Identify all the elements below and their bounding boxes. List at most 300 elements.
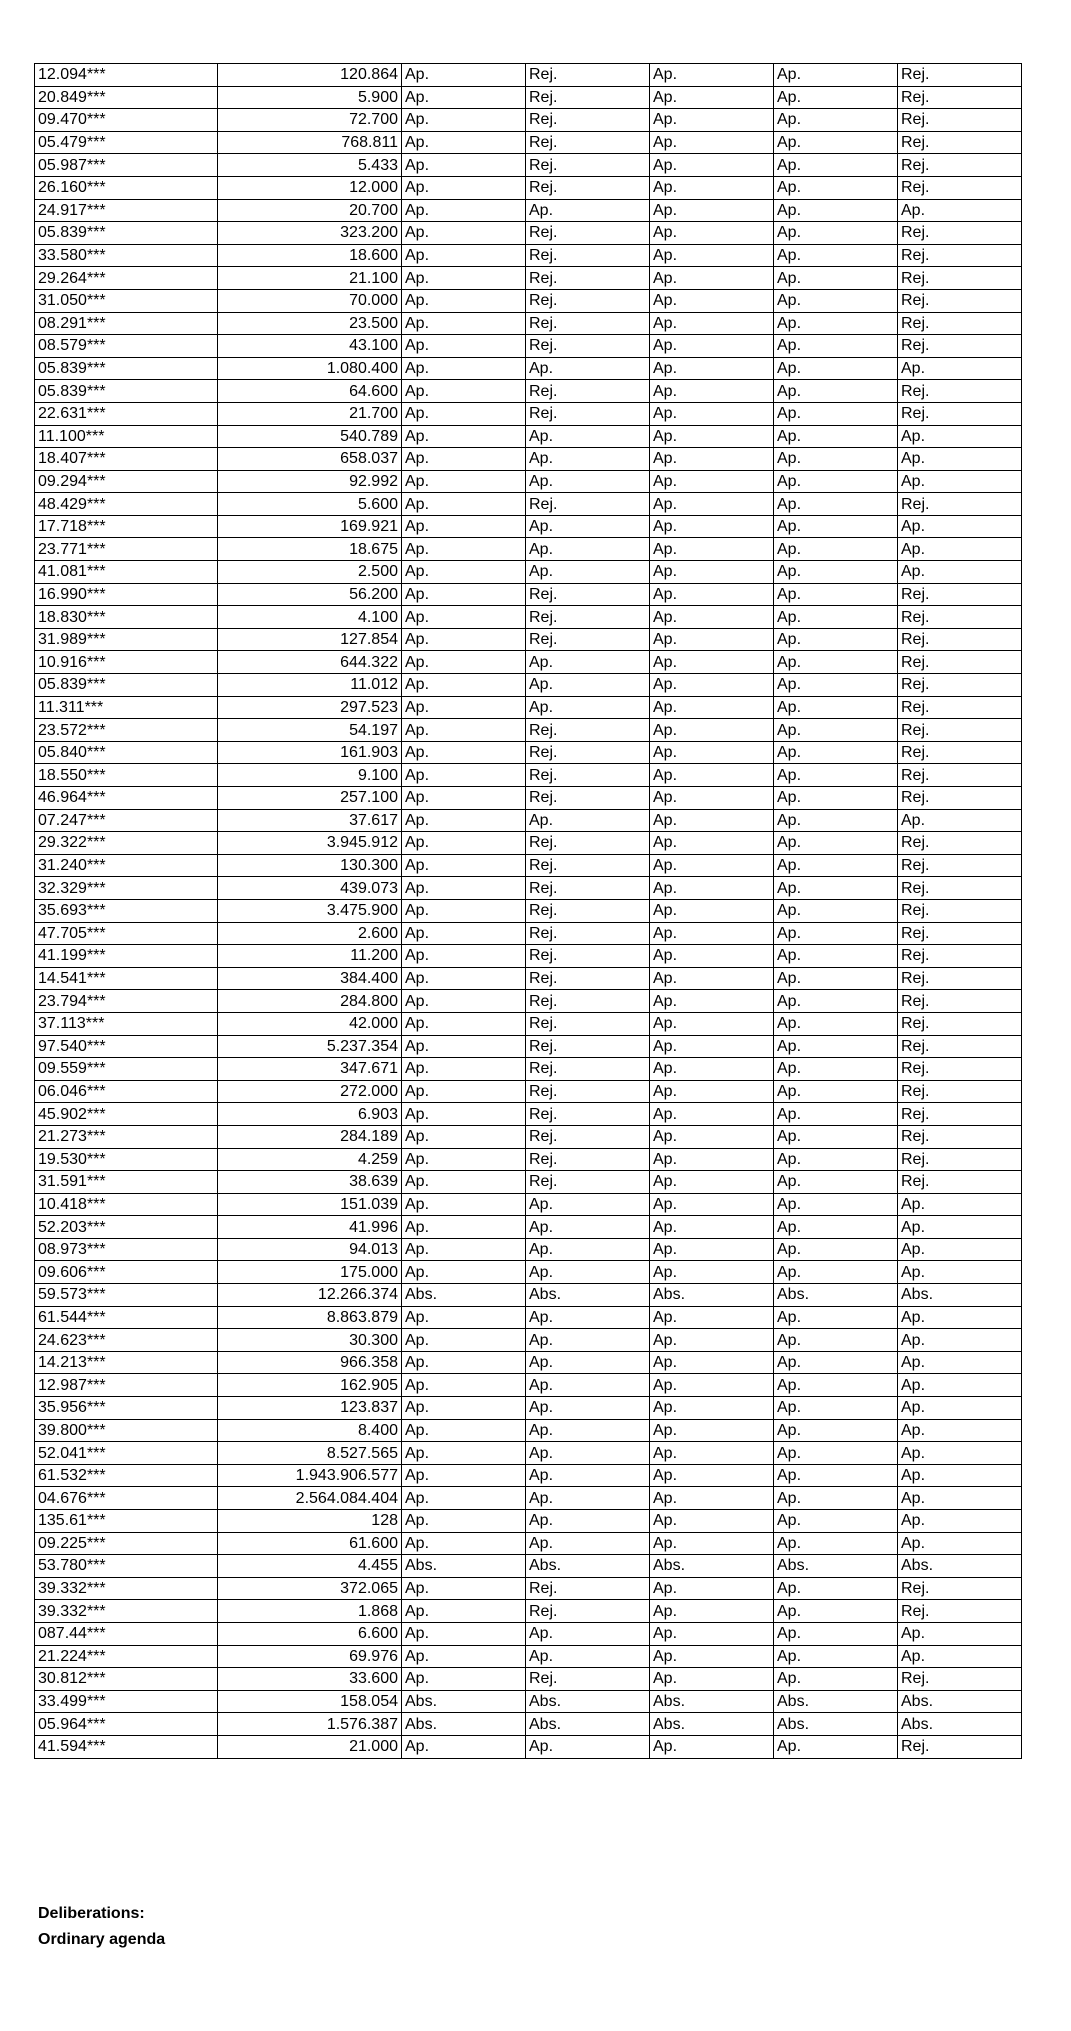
table-row — [35, 1442, 1022, 1465]
shares-cell: 272.000 — [218, 1080, 402, 1103]
vote-4-cell: Ap. — [774, 109, 898, 132]
vote-4-cell: Ap. — [774, 1442, 898, 1465]
vote-3-cell: Ap. — [650, 1238, 774, 1261]
shares-cell: 284.800 — [218, 990, 402, 1013]
vote-2-cell: Rej. — [526, 967, 650, 990]
vote-5-cell: Rej. — [898, 1577, 1022, 1600]
vote-4-cell: Ap. — [774, 1103, 898, 1126]
vote-2-cell: Rej. — [526, 1035, 650, 1058]
vote-1-cell: Abs. — [402, 1713, 526, 1736]
vote-2-cell: Ap. — [526, 561, 650, 584]
vote-3-cell: Ap. — [650, 1193, 774, 1216]
shareholder-id-cell: 05.840*** — [35, 741, 218, 764]
vote-3-cell: Abs. — [650, 1555, 774, 1578]
vote-4-cell: Ap. — [774, 1735, 898, 1758]
vote-2-cell: Rej. — [526, 289, 650, 312]
shares-cell: 37.617 — [218, 809, 402, 832]
vote-4-cell: Ap. — [774, 1622, 898, 1645]
shares-cell: 130.300 — [218, 854, 402, 877]
shareholder-id-cell: 18.550*** — [35, 764, 218, 787]
vote-5-cell: Rej. — [898, 131, 1022, 154]
shareholder-id-cell: 087.44*** — [35, 1622, 218, 1645]
table-row — [35, 154, 1022, 177]
vote-4-cell: Ap. — [774, 1306, 898, 1329]
vote-1-cell: Ap. — [402, 425, 526, 448]
table-row — [35, 945, 1022, 968]
vote-3-cell: Ap. — [650, 651, 774, 674]
vote-4-cell: Ap. — [774, 1035, 898, 1058]
vote-3-cell: Ap. — [650, 877, 774, 900]
vote-5-cell: Rej. — [898, 674, 1022, 697]
vote-3-cell: Ap. — [650, 448, 774, 471]
vote-1-cell: Ap. — [402, 1645, 526, 1668]
vote-4-cell: Ap. — [774, 1193, 898, 1216]
vote-5-cell: Rej. — [898, 990, 1022, 1013]
vote-5-cell: Ap. — [898, 1622, 1022, 1645]
vote-3-cell: Ap. — [650, 109, 774, 132]
vote-1-cell: Ap. — [402, 628, 526, 651]
shareholder-id-cell: 31.050*** — [35, 289, 218, 312]
vote-2-cell: Rej. — [526, 1577, 650, 1600]
vote-5-cell: Abs. — [898, 1713, 1022, 1736]
vote-4-cell: Ap. — [774, 1080, 898, 1103]
vote-3-cell: Ap. — [650, 1080, 774, 1103]
vote-1-cell: Ap. — [402, 1374, 526, 1397]
shareholder-id-cell: 21.224*** — [35, 1645, 218, 1668]
vote-2-cell: Ap. — [526, 515, 650, 538]
vote-3-cell: Ap. — [650, 1487, 774, 1510]
table-row — [35, 515, 1022, 538]
vote-3-cell: Ap. — [650, 267, 774, 290]
vote-1-cell: Ap. — [402, 515, 526, 538]
vote-1-cell: Ap. — [402, 1622, 526, 1645]
vote-5-cell: Ap. — [898, 1374, 1022, 1397]
vote-3-cell: Ap. — [650, 131, 774, 154]
vote-3-cell: Ap. — [650, 1622, 774, 1645]
table-row — [35, 1012, 1022, 1035]
table-row — [35, 967, 1022, 990]
vote-1-cell: Ap. — [402, 854, 526, 877]
table-row — [35, 1690, 1022, 1713]
shares-cell: 43.100 — [218, 335, 402, 358]
vote-1-cell: Abs. — [402, 1690, 526, 1713]
vote-2-cell: Ap. — [526, 1419, 650, 1442]
shareholder-id-cell: 47.705*** — [35, 922, 218, 945]
shares-cell: 8.400 — [218, 1419, 402, 1442]
shareholder-id-cell: 33.499*** — [35, 1690, 218, 1713]
shares-cell: 257.100 — [218, 787, 402, 810]
shares-cell: 11.012 — [218, 674, 402, 697]
vote-4-cell: Ap. — [774, 515, 898, 538]
shareholder-id-cell: 135.61*** — [35, 1510, 218, 1533]
vote-1-cell: Ap. — [402, 1080, 526, 1103]
shareholder-id-cell: 05.964*** — [35, 1713, 218, 1736]
shares-cell: 151.039 — [218, 1193, 402, 1216]
shareholder-id-cell: 09.225*** — [35, 1532, 218, 1555]
vote-1-cell: Ap. — [402, 1397, 526, 1420]
vote-4-cell: Ap. — [774, 1216, 898, 1239]
table-row — [35, 289, 1022, 312]
vote-2-cell: Rej. — [526, 877, 650, 900]
vote-4-cell: Ap. — [774, 1600, 898, 1623]
vote-5-cell: Ap. — [898, 1645, 1022, 1668]
shares-cell: 33.600 — [218, 1668, 402, 1691]
vote-5-cell: Ap. — [898, 1397, 1022, 1420]
vote-2-cell: Rej. — [526, 402, 650, 425]
vote-5-cell: Ap. — [898, 470, 1022, 493]
vote-2-cell: Ap. — [526, 1216, 650, 1239]
shareholder-id-cell: 35.693*** — [35, 899, 218, 922]
table-row — [35, 176, 1022, 199]
shareholder-id-cell: 41.081*** — [35, 561, 218, 584]
vote-1-cell: Ap. — [402, 719, 526, 742]
vote-1-cell: Ap. — [402, 1193, 526, 1216]
vote-1-cell: Ap. — [402, 809, 526, 832]
vote-2-cell: Ap. — [526, 1622, 650, 1645]
vote-4-cell: Ap. — [774, 425, 898, 448]
table-row — [35, 1035, 1022, 1058]
vote-4-cell: Abs. — [774, 1690, 898, 1713]
vote-3-cell: Ap. — [650, 425, 774, 448]
vote-3-cell: Ap. — [650, 1600, 774, 1623]
vote-5-cell: Abs. — [898, 1555, 1022, 1578]
table-row — [35, 1464, 1022, 1487]
vote-1-cell: Ap. — [402, 1532, 526, 1555]
vote-4-cell: Ap. — [774, 1374, 898, 1397]
vote-2-cell: Ap. — [526, 674, 650, 697]
vote-3-cell: Abs. — [650, 1284, 774, 1307]
vote-1-cell: Abs. — [402, 1284, 526, 1307]
table-row — [35, 990, 1022, 1013]
ordinary-agenda-label: Ordinary agenda — [38, 1931, 166, 1948]
table-row — [35, 470, 1022, 493]
vote-5-cell: Ap. — [898, 1442, 1022, 1465]
shares-cell: 323.200 — [218, 222, 402, 245]
vote-4-cell: Ap. — [774, 1532, 898, 1555]
deliberations-label: Deliberations: — [38, 1905, 145, 1922]
vote-1-cell: Ap. — [402, 357, 526, 380]
vote-2-cell: Ap. — [526, 357, 650, 380]
vote-4-cell: Ap. — [774, 628, 898, 651]
vote-4-cell: Ap. — [774, 990, 898, 1013]
vote-5-cell: Ap. — [898, 1487, 1022, 1510]
vote-1-cell: Ap. — [402, 154, 526, 177]
vote-4-cell: Ap. — [774, 1510, 898, 1533]
shareholder-id-cell: 10.418*** — [35, 1193, 218, 1216]
shareholder-id-cell: 11.311*** — [35, 696, 218, 719]
vote-4-cell: Ap. — [774, 1668, 898, 1691]
vote-5-cell: Rej. — [898, 244, 1022, 267]
vote-1-cell: Ap. — [402, 764, 526, 787]
vote-5-cell: Abs. — [898, 1284, 1022, 1307]
table-row — [35, 1735, 1022, 1758]
vote-4-cell: Ap. — [774, 922, 898, 945]
shares-cell: 12.266.374 — [218, 1284, 402, 1307]
table-row — [35, 1419, 1022, 1442]
table-row — [35, 1080, 1022, 1103]
vote-3-cell: Ap. — [650, 515, 774, 538]
vote-2-cell: Ap. — [526, 696, 650, 719]
vote-4-cell: Ap. — [774, 244, 898, 267]
vote-3-cell: Ap. — [650, 1329, 774, 1352]
vote-1-cell: Ap. — [402, 1125, 526, 1148]
shareholder-id-cell: 31.240*** — [35, 854, 218, 877]
vote-1-cell: Ap. — [402, 493, 526, 516]
vote-5-cell: Rej. — [898, 877, 1022, 900]
vote-5-cell: Ap. — [898, 1510, 1022, 1533]
vote-3-cell: Ap. — [650, 809, 774, 832]
shares-cell: 94.013 — [218, 1238, 402, 1261]
vote-4-cell: Ap. — [774, 764, 898, 787]
vote-2-cell: Rej. — [526, 832, 650, 855]
shares-cell: 6.903 — [218, 1103, 402, 1126]
vote-1-cell: Ap. — [402, 1103, 526, 1126]
vote-4-cell: Ap. — [774, 1238, 898, 1261]
table-row — [35, 1668, 1022, 1691]
shares-cell: 161.903 — [218, 741, 402, 764]
shareholder-id-cell: 39.332*** — [35, 1577, 218, 1600]
table-row — [35, 64, 1022, 87]
vote-1-cell: Ap. — [402, 967, 526, 990]
vote-5-cell: Rej. — [898, 1125, 1022, 1148]
shares-cell: 2.564.084.404 — [218, 1487, 402, 1510]
vote-5-cell: Ap. — [898, 357, 1022, 380]
vote-3-cell: Abs. — [650, 1690, 774, 1713]
vote-2-cell: Rej. — [526, 741, 650, 764]
vote-3-cell: Abs. — [650, 1713, 774, 1736]
vote-3-cell: Ap. — [650, 990, 774, 1013]
vote-5-cell: Ap. — [898, 448, 1022, 471]
shares-cell: 120.864 — [218, 64, 402, 87]
vote-5-cell: Ap. — [898, 1306, 1022, 1329]
vote-4-cell: Ap. — [774, 335, 898, 358]
vote-1-cell: Ap. — [402, 990, 526, 1013]
vote-3-cell: Ap. — [650, 289, 774, 312]
vote-1-cell: Ap. — [402, 176, 526, 199]
vote-4-cell: Ap. — [774, 1012, 898, 1035]
vote-1-cell: Ap. — [402, 131, 526, 154]
table-row — [35, 1261, 1022, 1284]
vote-3-cell: Ap. — [650, 86, 774, 109]
vote-4-cell: Ap. — [774, 809, 898, 832]
table-row — [35, 1103, 1022, 1126]
shares-cell: 540.789 — [218, 425, 402, 448]
shares-cell: 4.455 — [218, 1555, 402, 1578]
vote-3-cell: Ap. — [650, 312, 774, 335]
vote-4-cell: Ap. — [774, 832, 898, 855]
table-row — [35, 335, 1022, 358]
vote-1-cell: Ap. — [402, 1510, 526, 1533]
vote-2-cell: Rej. — [526, 1080, 650, 1103]
vote-3-cell: Ap. — [650, 1419, 774, 1442]
shares-cell: 42.000 — [218, 1012, 402, 1035]
shareholder-id-cell: 12.094*** — [35, 64, 218, 87]
vote-4-cell: Ap. — [774, 741, 898, 764]
vote-2-cell: Abs. — [526, 1555, 650, 1578]
vote-3-cell: Ap. — [650, 1125, 774, 1148]
table-row — [35, 583, 1022, 606]
vote-5-cell: Rej. — [898, 899, 1022, 922]
shareholder-id-cell: 05.839*** — [35, 380, 218, 403]
shareholder-id-cell: 08.973*** — [35, 1238, 218, 1261]
shareholder-id-cell: 05.987*** — [35, 154, 218, 177]
table-row — [35, 312, 1022, 335]
vote-5-cell: Rej. — [898, 628, 1022, 651]
vote-5-cell: Rej. — [898, 493, 1022, 516]
vote-2-cell: Rej. — [526, 719, 650, 742]
table-row — [35, 1555, 1022, 1578]
vote-4-cell: Ap. — [774, 289, 898, 312]
vote-2-cell: Ap. — [526, 470, 650, 493]
vote-1-cell: Ap. — [402, 1058, 526, 1081]
vote-2-cell: Ap. — [526, 1351, 650, 1374]
table-row — [35, 1374, 1022, 1397]
vote-3-cell: Ap. — [650, 1668, 774, 1691]
table-row — [35, 86, 1022, 109]
vote-3-cell: Ap. — [650, 1442, 774, 1465]
shareholder-id-cell: 46.964*** — [35, 787, 218, 810]
shares-cell: 439.073 — [218, 877, 402, 900]
shares-cell: 54.197 — [218, 719, 402, 742]
vote-4-cell: Ap. — [774, 674, 898, 697]
shareholder-id-cell: 10.916*** — [35, 651, 218, 674]
shares-cell: 23.500 — [218, 312, 402, 335]
shares-cell: 38.639 — [218, 1171, 402, 1194]
vote-5-cell: Rej. — [898, 696, 1022, 719]
shares-cell: 297.523 — [218, 696, 402, 719]
vote-5-cell: Ap. — [898, 425, 1022, 448]
table-row — [35, 1600, 1022, 1623]
vote-2-cell: Ap. — [526, 1735, 650, 1758]
vote-2-cell: Rej. — [526, 1058, 650, 1081]
vote-1-cell: Ap. — [402, 244, 526, 267]
vote-4-cell: Abs. — [774, 1555, 898, 1578]
vote-2-cell: Rej. — [526, 606, 650, 629]
shareholder-id-cell: 41.594*** — [35, 1735, 218, 1758]
shares-cell: 175.000 — [218, 1261, 402, 1284]
shares-cell: 70.000 — [218, 289, 402, 312]
shares-cell: 966.358 — [218, 1351, 402, 1374]
vote-5-cell: Ap. — [898, 199, 1022, 222]
vote-3-cell: Ap. — [650, 922, 774, 945]
shares-cell: 21.700 — [218, 402, 402, 425]
shares-cell: 2.500 — [218, 561, 402, 584]
vote-4-cell: Ap. — [774, 1125, 898, 1148]
vote-2-cell: Rej. — [526, 109, 650, 132]
vote-2-cell: Rej. — [526, 1600, 650, 1623]
vote-1-cell: Ap. — [402, 1464, 526, 1487]
vote-3-cell: Ap. — [650, 674, 774, 697]
vote-2-cell: Abs. — [526, 1284, 650, 1307]
vote-2-cell: Ap. — [526, 1487, 650, 1510]
vote-4-cell: Ap. — [774, 1645, 898, 1668]
table-row — [35, 787, 1022, 810]
shares-cell: 4.259 — [218, 1148, 402, 1171]
shareholder-id-cell: 41.199*** — [35, 945, 218, 968]
vote-2-cell: Rej. — [526, 1668, 650, 1691]
vote-3-cell: Ap. — [650, 967, 774, 990]
vote-3-cell: Ap. — [650, 741, 774, 764]
vote-2-cell: Rej. — [526, 1125, 650, 1148]
vote-5-cell: Ap. — [898, 538, 1022, 561]
table-row — [35, 1645, 1022, 1668]
vote-4-cell: Ap. — [774, 154, 898, 177]
shares-cell: 1.576.387 — [218, 1713, 402, 1736]
vote-2-cell: Rej. — [526, 922, 650, 945]
vote-1-cell: Ap. — [402, 674, 526, 697]
vote-2-cell: Rej. — [526, 1148, 650, 1171]
shareholder-id-cell: 26.160*** — [35, 176, 218, 199]
vote-1-cell: Ap. — [402, 832, 526, 855]
shares-cell: 284.189 — [218, 1125, 402, 1148]
vote-1-cell: Ap. — [402, 651, 526, 674]
vote-3-cell: Ap. — [650, 1012, 774, 1035]
vote-1-cell: Ap. — [402, 1012, 526, 1035]
vote-4-cell: Ap. — [774, 877, 898, 900]
shares-cell: 69.976 — [218, 1645, 402, 1668]
vote-table-body — [35, 64, 1022, 1759]
vote-4-cell: Ap. — [774, 1464, 898, 1487]
shareholder-id-cell: 24.917*** — [35, 199, 218, 222]
vote-2-cell: Rej. — [526, 899, 650, 922]
vote-3-cell: Ap. — [650, 222, 774, 245]
vote-1-cell: Ap. — [402, 1668, 526, 1691]
vote-1-cell: Ap. — [402, 86, 526, 109]
vote-2-cell: Rej. — [526, 990, 650, 1013]
vote-4-cell: Ap. — [774, 222, 898, 245]
vote-5-cell: Rej. — [898, 267, 1022, 290]
vote-2-cell: Rej. — [526, 131, 650, 154]
vote-3-cell: Ap. — [650, 1058, 774, 1081]
table-row — [35, 561, 1022, 584]
table-row — [35, 199, 1022, 222]
table-row — [35, 1238, 1022, 1261]
shares-cell: 384.400 — [218, 967, 402, 990]
vote-4-cell: Ap. — [774, 967, 898, 990]
vote-4-cell: Ap. — [774, 380, 898, 403]
shares-cell: 169.921 — [218, 515, 402, 538]
vote-5-cell: Rej. — [898, 222, 1022, 245]
vote-2-cell: Rej. — [526, 244, 650, 267]
vote-1-cell: Ap. — [402, 1351, 526, 1374]
vote-3-cell: Ap. — [650, 1397, 774, 1420]
vote-2-cell: Rej. — [526, 1171, 650, 1194]
shareholder-id-cell: 59.573*** — [35, 1284, 218, 1307]
vote-1-cell: Ap. — [402, 787, 526, 810]
vote-5-cell: Rej. — [898, 1080, 1022, 1103]
vote-1-cell: Ap. — [402, 402, 526, 425]
shares-cell: 162.905 — [218, 1374, 402, 1397]
vote-5-cell: Rej. — [898, 854, 1022, 877]
vote-2-cell: Ap. — [526, 1306, 650, 1329]
vote-1-cell: Ap. — [402, 1329, 526, 1352]
vote-5-cell: Rej. — [898, 1035, 1022, 1058]
vote-3-cell: Ap. — [650, 64, 774, 87]
table-row — [35, 651, 1022, 674]
vote-4-cell: Ap. — [774, 899, 898, 922]
shareholder-id-cell: 52.041*** — [35, 1442, 218, 1465]
vote-2-cell: Rej. — [526, 628, 650, 651]
table-row — [35, 696, 1022, 719]
shareholder-id-cell: 19.530*** — [35, 1148, 218, 1171]
table-row — [35, 131, 1022, 154]
shares-cell: 5.900 — [218, 86, 402, 109]
vote-1-cell: Ap. — [402, 583, 526, 606]
vote-5-cell: Rej. — [898, 832, 1022, 855]
shareholder-id-cell: 18.407*** — [35, 448, 218, 471]
table-row — [35, 832, 1022, 855]
vote-5-cell: Rej. — [898, 289, 1022, 312]
